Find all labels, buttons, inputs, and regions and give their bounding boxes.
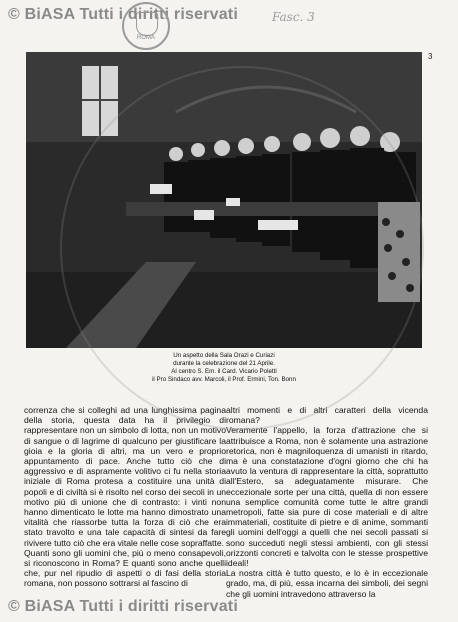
watermark-top: © BiASA Tutti i diritti riservati	[8, 6, 238, 23]
caption-line: durante la celebrazione del 21 Aprile.	[173, 360, 275, 367]
crest-icon	[136, 12, 158, 36]
page-number: 3	[428, 52, 433, 61]
handwritten-note: Fasc. 3	[272, 10, 315, 24]
seal-label: ROMA	[137, 35, 155, 41]
paragraph: correnza che si colleghi ad una lunghissima pagina della storia, questa data ha il privilegio di rappresentare non un simbolo di lotta, non un motivo di sangue o di lagrime di qualcuno per giustificare la gioia e la gloria di altri, ma un vero e proprio appuntamento di pace. Anche tutto ciò che di aggressivo e di aspramente volitivo ci fu nella storia iniziale di Roma protesa a costituire una unità di popoli e di civiltà si è risolto nel corso dei secoli in un motivo più di unione che di contrasto: i vinti non hanno dimenticato le lotte ma hanno dimostrato una vitalità che riassorbe tutta la forza di ciò che era stato travolto e una tale capacità di sintesi da fare rivivere tutto ciò che era vitale nelle cose sopraffatte.	[24, 405, 226, 548]
text-column-left	[24, 405, 226, 589]
paragraph: Veramente l'appello, la forza d'attrazione che si attribuisce a Roma, non è solamente una astrazione retorica, non è magniloquenza di umanisti in ritardo, ma è una constatazione d'ogni giorno che chi ha avuto la ventura di rappresentare la città, soprattutto all'Estero, sa adeguatamente misurare. Che eccezionale sorte per una città, quella di non essere una semplice comunità come tutte le altre grandi metropoli, fatte sia pure di cose materiali e di altre immateriali, costituite di pietre e di anime, sommanti gli uomini dell'oggi a quelli che nei secoli passati si sono succeduti negli stessi ambienti, con gli stessi orizzonti concreti e talvolta con le stesse prospettive ideali!	[226, 425, 428, 569]
caption-line: Un aspetto della Sala Orazi e Curiazi	[173, 352, 275, 359]
photo-illustration	[26, 52, 422, 348]
library-seal-stamp	[122, 2, 170, 50]
text-column-right	[226, 405, 428, 599]
ceremony-photo	[26, 52, 422, 348]
caption-line: il Pro Sindaco avv. Marcoli, il Prof. Ermini, Ton. Bonn	[152, 376, 296, 383]
paragraph: altri momenti e di altri caratteri della vicenda romana?	[226, 405, 428, 426]
paragraph: Quanti sono gli uomini che, più o meno consapevoli, si riconoscono in Roma? E quanti sono anche quelli che, pur nel ripudio di aspetti o di fasi della storia romana, non possono sottrarsi al fascino di	[24, 547, 226, 589]
photo-caption	[132, 352, 316, 384]
watermark-bottom: © BiASA Tutti i diritti riservati	[8, 598, 238, 615]
paragraph: La nostra città è tutto questo, e lo è in eccezionale grado, ma, di più, essa incarna dei simboli, dei segni che gli uomini intravedono attraverso la	[226, 568, 428, 599]
caption-line: Al centro S. Em. il Card. Vicario Poletti	[171, 368, 277, 375]
